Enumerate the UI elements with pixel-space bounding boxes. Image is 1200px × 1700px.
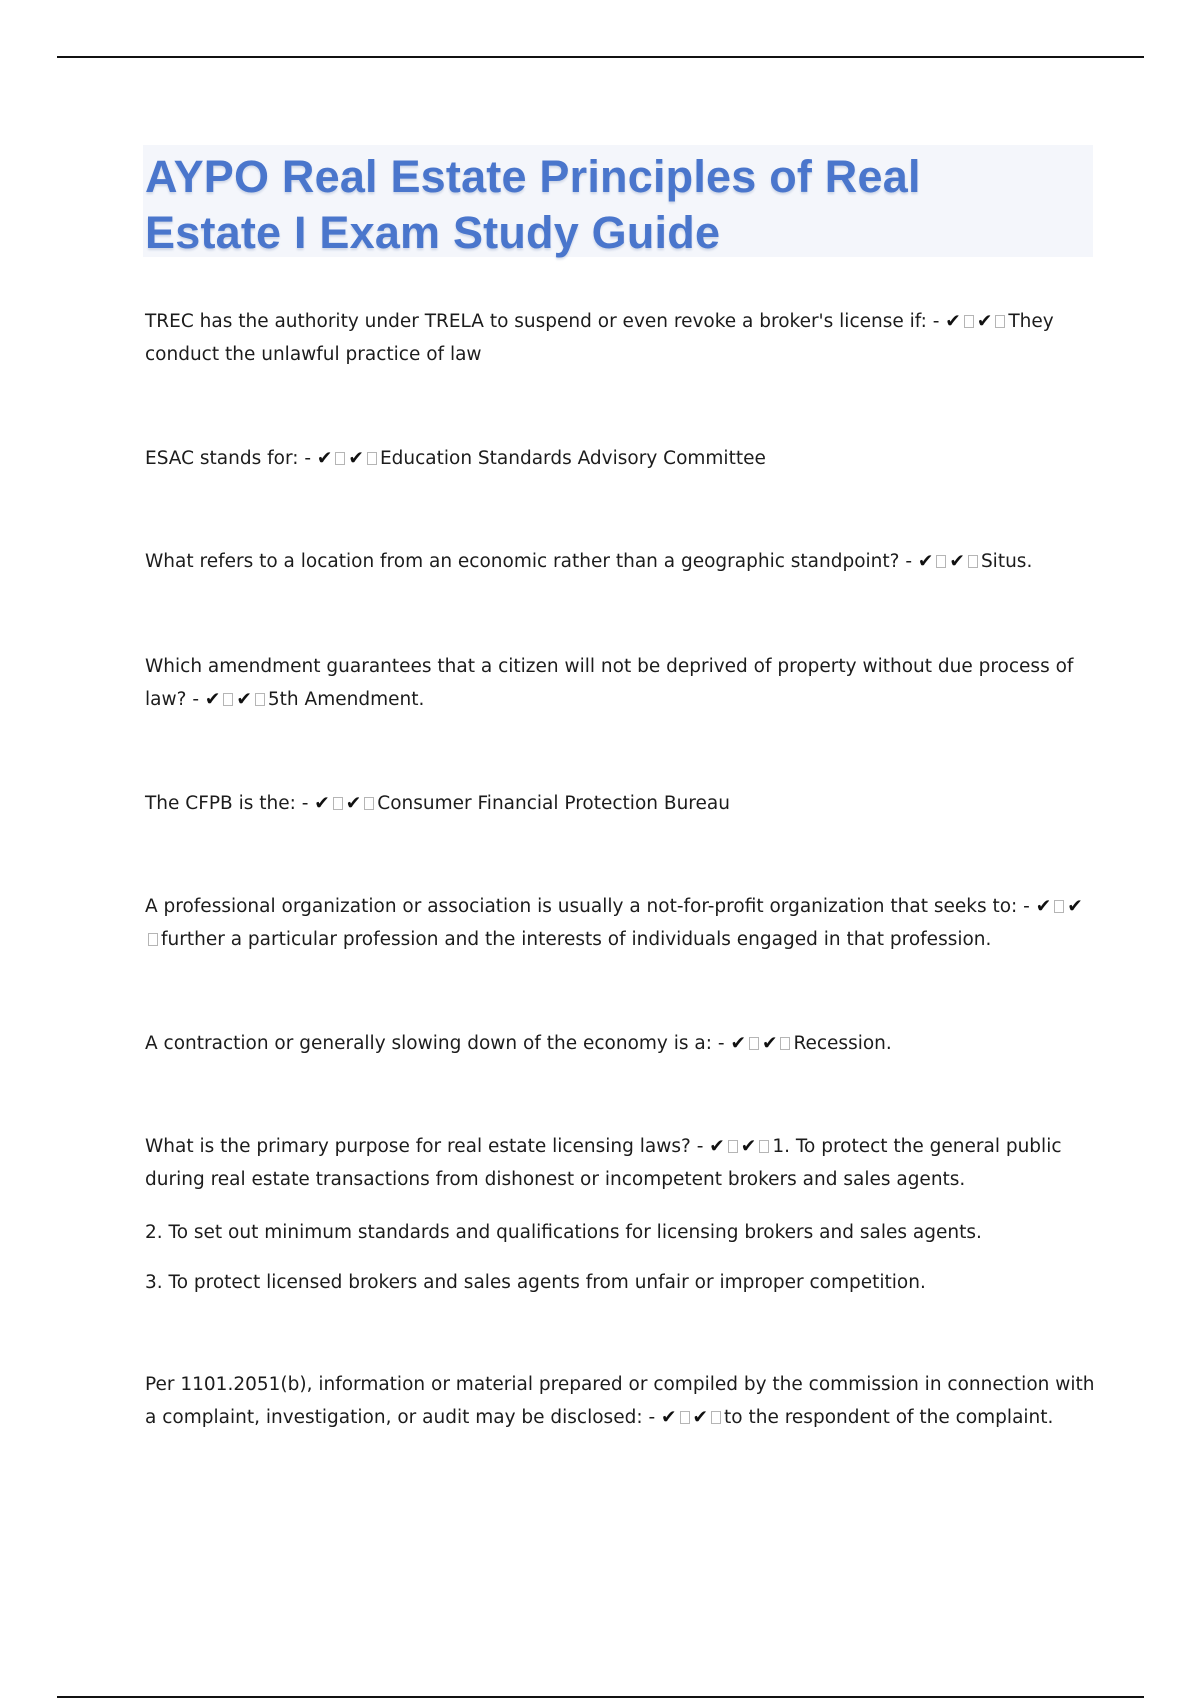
qa-item — [145, 891, 1095, 956]
box-icon — [749, 1037, 759, 1050]
question-text: The CFPB is the: — [145, 793, 296, 814]
question-text: ESAC stands for: — [145, 448, 299, 469]
box-icon — [964, 315, 974, 328]
box-icon — [333, 797, 343, 810]
answer-continuation: 2. To set out minimum standards and qualifications for licensing brokers and sales agents. — [145, 1222, 982, 1243]
separator: - — [690, 1136, 710, 1157]
page-bottom-rule — [57, 1696, 1144, 1698]
answer-text: They conduct the unlawful practice of law — [145, 311, 1054, 365]
answer-text: 1. To protect the general public during real estate transactions from dishonest or incompetent brokers and sales agents. — [145, 1136, 1062, 1190]
box-icon — [255, 693, 265, 706]
check-icon: ✔ — [730, 1033, 746, 1054]
separator: - — [712, 1033, 731, 1054]
separator: - — [926, 311, 946, 332]
qa-item — [145, 788, 1095, 821]
box-icon — [711, 1411, 721, 1424]
check-icon: ✔ — [976, 311, 993, 332]
qa-item — [145, 1369, 1095, 1434]
box-icon — [223, 693, 233, 706]
question-text: TREC has the authority under TRELA to suspend or even revoke a broker's license if: — [145, 311, 927, 332]
separator: - — [899, 551, 918, 572]
check-icon: ✔ — [1067, 896, 1083, 917]
qa-item — [145, 306, 1095, 371]
qa-item — [145, 443, 1095, 476]
separator: - — [186, 688, 205, 710]
answer-text: Education Standards Advisory Committee — [379, 448, 766, 469]
box-icon — [759, 1140, 769, 1153]
check-icon: ✔ — [949, 551, 965, 572]
answer-text: further a particular profession and the interests of individuals engaged in that profession. — [161, 928, 992, 950]
box-icon — [364, 797, 374, 810]
page-top-rule — [57, 56, 1144, 58]
check-icon: ✔ — [917, 551, 934, 572]
box-icon — [367, 452, 377, 465]
question-text: A contraction or generally slowing down of the economy is a: — [145, 1033, 712, 1054]
check-icon: ✔ — [692, 1406, 709, 1428]
title-line-1: AYPO Real Estate Principles of Real — [145, 151, 921, 202]
check-icon: ✔ — [345, 793, 362, 814]
box-icon — [968, 555, 978, 568]
separator: - — [642, 1406, 661, 1428]
box-icon — [148, 933, 158, 946]
check-icon: ✔ — [709, 1136, 725, 1157]
qa-item — [145, 651, 1095, 716]
answer-text: Recession. — [793, 1033, 892, 1054]
question-text: Per 1101.2051(b), information or material prepared or compiled by the commission in connection with a complaint, investigation, or audit may be disclosed: — [145, 1374, 1095, 1428]
box-icon — [1054, 900, 1064, 913]
box-icon — [780, 1037, 790, 1050]
box-icon — [995, 315, 1005, 328]
question-text: What refers to a location from an economic rather than a geographic standpoint? — [145, 551, 900, 572]
qa-item — [145, 1131, 1095, 1196]
check-icon: ✔ — [316, 448, 333, 469]
check-icon: ✔ — [945, 311, 961, 332]
check-icon: ✔ — [761, 1033, 778, 1054]
qa-item — [145, 1028, 1095, 1061]
box-icon — [936, 555, 946, 568]
question-text: What is the primary purpose for real estate licensing laws? — [145, 1136, 691, 1157]
check-icon: ✔ — [204, 688, 221, 710]
separator: - — [295, 793, 315, 814]
answer-text: to the respondent of the complaint. — [724, 1406, 1054, 1428]
answer-text: Situs. — [980, 551, 1033, 572]
separator: - — [298, 448, 317, 469]
title-line-2: Estate I Exam Study Guide — [145, 207, 721, 258]
box-icon — [335, 452, 345, 465]
separator: - — [1017, 896, 1036, 917]
check-icon: ✔ — [236, 688, 252, 710]
check-icon: ✔ — [348, 448, 364, 469]
qa-item — [145, 546, 1095, 579]
answer-text: 5th Amendment. — [267, 688, 425, 710]
answer-continuation: 3. To protect licensed brokers and sales agents from unfair or improper competition. — [145, 1272, 926, 1293]
check-icon: ✔ — [1035, 896, 1052, 917]
question-text: Which amendment guarantees that a citizen will not be deprived of property without due process of law? — [145, 656, 1074, 710]
question-text: A professional organization or association is usually a not-for-profit organization that seeks to: — [145, 896, 1018, 917]
box-icon — [680, 1411, 690, 1424]
answer-text: Consumer Financial Protection Bureau — [377, 793, 730, 814]
check-icon: ✔ — [314, 793, 330, 814]
check-icon: ✔ — [740, 1136, 757, 1157]
check-icon: ✔ — [661, 1406, 677, 1428]
document-title — [143, 145, 1093, 257]
box-icon — [728, 1140, 738, 1153]
